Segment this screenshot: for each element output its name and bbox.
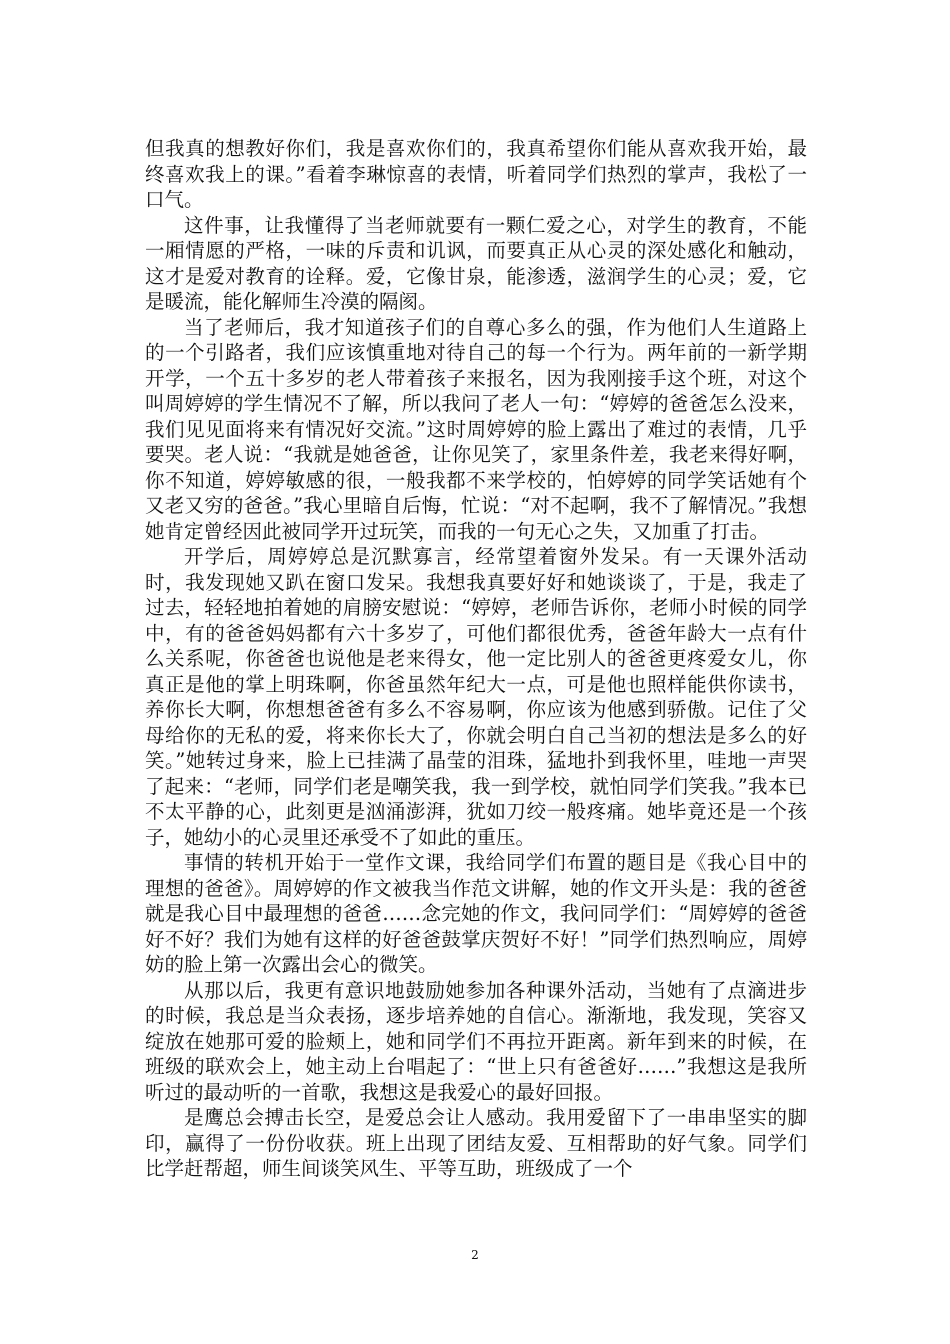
page-number: 2 xyxy=(471,1248,479,1262)
paragraph: 事情的转机开始于一堂作文课，我给同学们布置的题目是《我心目中的理想的爸爸》。周婷婷的作文被我当作范文讲解，她的作文开头是：我的爸爸就是我心目中最理想的爸爸……念完她的作文，我问同学们：“周婷婷的爸爸好不好？我们为她有这样的好爸爸鼓掌庆贺好不好！”同学们热烈响应，周婷妨的脸上第一次露出会心的微笑。 xyxy=(145,851,807,976)
paragraph: 当了老师后，我才知道孩子们的自尊心多么的强，作为他们人生道路上的一个引路者，我们应该慎重地对待自己的每一个行为。两年前的一新学期开学，一个五十多岁的老人带着孩子来报名，因为我刚接手这个班，对这个叫周婷婷的学生情况不了解，所以我问了老人一句：“婷婷的爸爸怎么没来，我们见见面将来有情况好交流。”这时周婷婷的脸上露出了难过的表情，几乎要哭。老人说：“我就是她爸爸，让你见笑了，家里条件差，我老来得好啊，你不知道，婷婷敏感的很，一般我都不来学校的，怕婷婷的同学笑话她有个又老又穷的爸爸。”我心里暗自后悔，忙说：“对不起啊，我不了解情况。”我想她肯定曾经因此被同学开过玩笑，而我的一句无心之失，又加重了打击。 xyxy=(145,315,807,543)
paragraph: 这件事，让我懂得了当老师就要有一颗仁爱之心，对学生的教育，不能一厢情愿的严格，一味的斥责和讥讽，而要真正从心灵的深处感化和触动，这才是爱对教育的诠释。爱，它像甘泉，能渗透，滋润学生的心灵；爱，它是暖流，能化解师生冷漠的隔阂。 xyxy=(145,213,807,313)
paragraph: 开学后，周婷婷总是沉默寡言，经常望着窗外发呆。有一天课外活动时，我发现她又趴在窗口发呆。我想我真要好好和她谈谈了，于是，我走了过去，轻轻地拍着她的肩膀安慰说：“婷婷，老师告诉你，老师小时候的同学中，有的爸爸妈妈都有六十多岁了，可他们都很优秀，爸爸年龄大一点有什么关系呢，你爸爸也说他是老来得女，他一定比别人的爸爸更疼爱女儿，你真正是他的掌上明珠啊，你爸虽然年纪大一点，可是他也照样能供你读书，养你长大啊，你想想爸爸有多么不容易啊，你应该为他感到骄傲。记住了父母给你的无私的爱，将来你长大了，你就会明白自己当初的想法是多么的好笑。”她转过身来，脸上已挂满了晶莹的泪珠，猛地扑到我怀里，哇地一声哭了起来：“老师，同学们老是嘲笑我，我一到学校，就怕同学们笑我。”我本已不太平静的心，此刻更是汹涌澎湃，犹如刀绞一般疼痛。她毕竟还是一个孩子，她幼小的心灵里还承受不了如此的重压。 xyxy=(145,545,807,849)
paragraph: 从那以后，我更有意识地鼓励她参加各种课外活动，当她有了点滴进步的时候，我总是当众表扬，逐步培养她的自信心。渐渐地，我发现，笑容又绽放在她那可爱的脸颊上，她和同学们不再拉开距离。新年到来的时候，在班级的联欢会上，她主动上台唱起了：“世上只有爸爸好……”我想这是我所听过的最动听的一首歌，我想这是我爱心的最好回报。 xyxy=(145,978,807,1104)
paragraph: 是鹰总会搏击长空，是爱总会让人感动。我用爱留下了一串串坚实的脚印，赢得了一份份收获。班上出现了团结友爱、互相帮助的好气象。同学们比学赶帮超，师生间谈笑风生、平等互助，班级成了一个 xyxy=(145,1106,807,1180)
paragraph: 但我真的想教好你们，我是喜欢你们的，我真希望你们能从喜欢我开始，最终喜欢我上的课。”看着李琳惊喜的表情，听着同学们热烈的掌声，我松了一口气。 xyxy=(145,137,807,211)
body-text xyxy=(145,136,807,1182)
